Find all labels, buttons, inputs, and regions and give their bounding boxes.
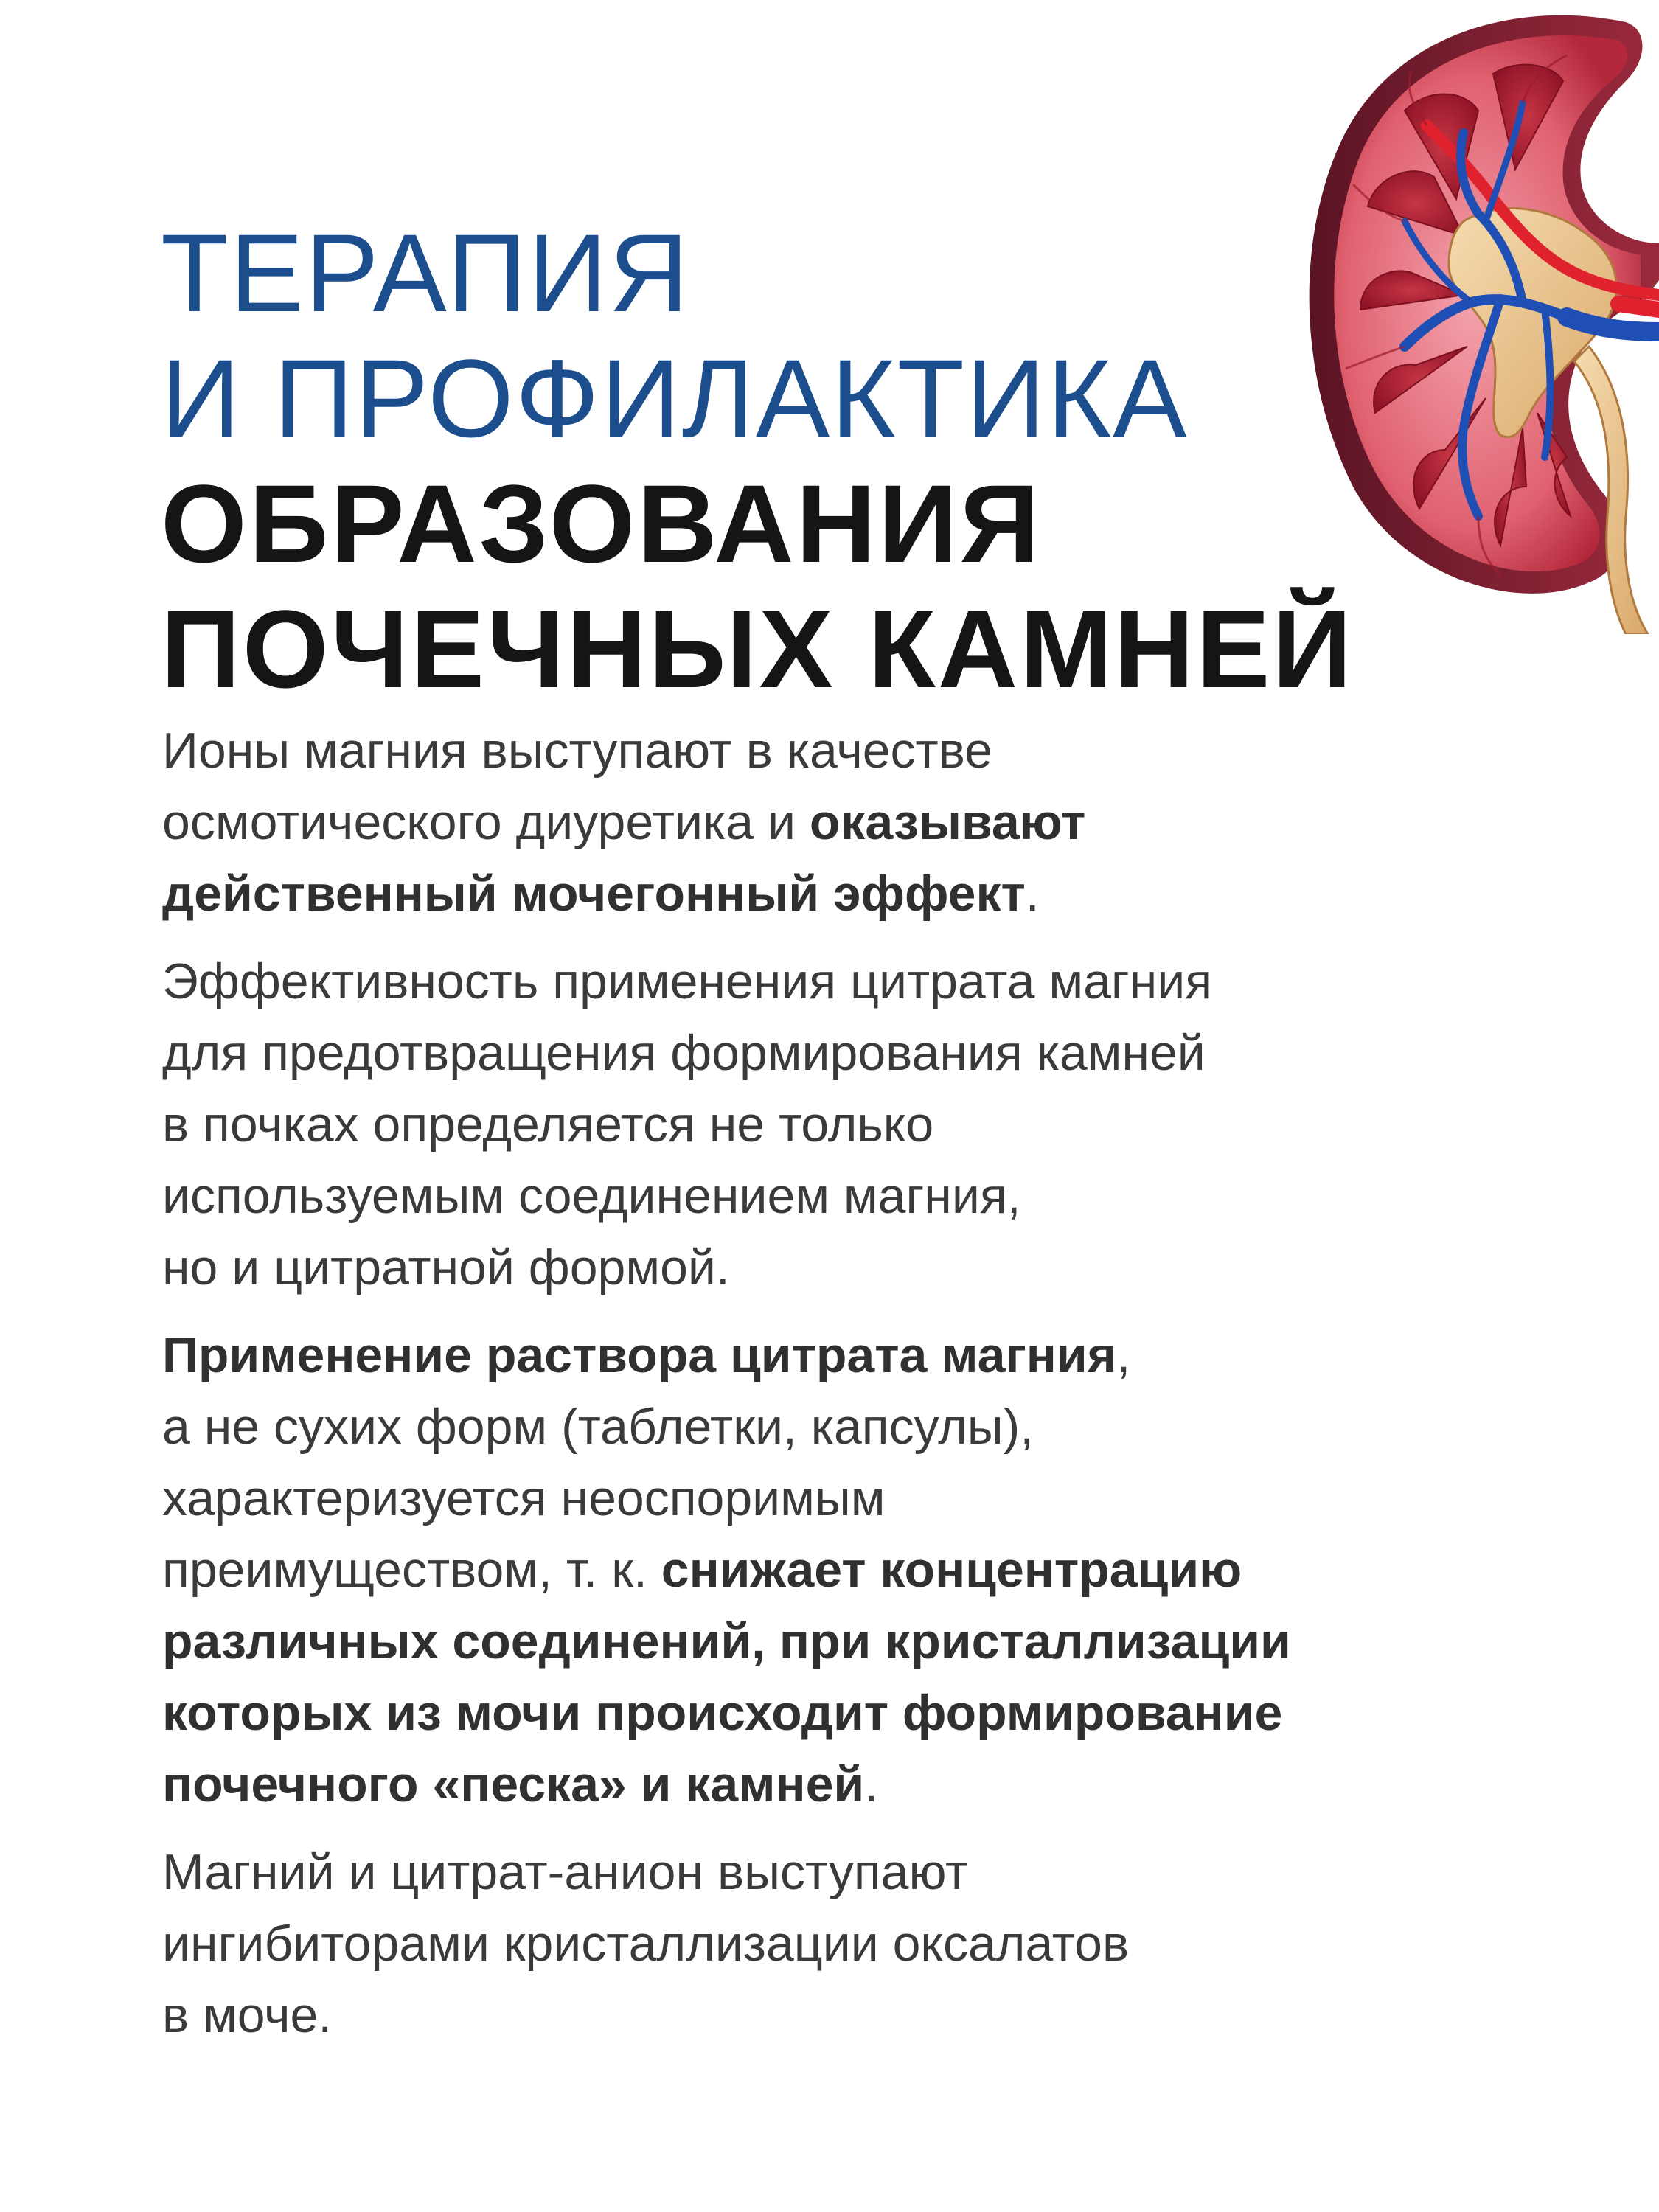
text-line	[162, 1749, 1563, 1820]
bold-text-run: снижает концентрацию	[661, 1542, 1242, 1598]
text-line	[162, 787, 1563, 858]
title-line-4: ПОЧЕЧНЫХ КАМНЕЙ	[161, 587, 1354, 711]
text-line: Магний и цитрат-анион выступают	[162, 1844, 969, 1900]
page-title	[161, 210, 1354, 712]
text-run: .	[864, 1756, 879, 1812]
title-line-3: ОБРАЗОВАНИЯ	[161, 462, 1042, 585]
text-line: в почках определяется не только	[162, 1096, 934, 1152]
text-line: характеризуется неоспоримым	[162, 1470, 886, 1526]
text-line: в моче.	[162, 1987, 333, 2043]
text-line: Ионы магния выступают в качестве	[162, 723, 992, 779]
text-line	[162, 1534, 1563, 1606]
text-line: используемым соединением магния,	[162, 1168, 1021, 1224]
paragraph-diuretic	[162, 715, 1563, 930]
text-line: но и цитратной формой.	[162, 1239, 730, 1295]
paragraph-inhibitors	[162, 1837, 1563, 2051]
text-line: которых из мочи происходит формирование	[162, 1685, 1283, 1741]
text-line: для предотвращения формирования камней	[162, 1025, 1206, 1081]
paragraph-solution-advantage	[162, 1320, 1563, 1820]
title-line-1: ТЕРАПИЯ	[161, 211, 691, 335]
text-line: а не сухих форм (таблетки, капсулы),	[162, 1399, 1034, 1455]
text-line	[162, 858, 1563, 930]
paragraph-efficiency	[162, 946, 1563, 1304]
bold-text-run: Применение раствора цитрата магния	[162, 1327, 1117, 1383]
article-body	[162, 715, 1563, 2067]
text-run: преимуществом, т. к.	[162, 1542, 661, 1598]
bold-text-run: действенный мочегонный эффект	[162, 866, 1026, 922]
text-line: различных соединений, при кристаллизации	[162, 1613, 1291, 1669]
text-line: Эффективность применения цитрата магния	[162, 953, 1213, 1009]
kidney-cross-section-icon	[1279, 0, 1659, 634]
text-run: осмотического диуретика и	[162, 794, 810, 850]
title-line-2: И ПРОФИЛАКТИКА	[161, 336, 1189, 460]
text-run: .	[1025, 866, 1040, 922]
text-line: ингибиторами кристаллизации оксалатов	[162, 1916, 1130, 1972]
text-line	[162, 1320, 1563, 1391]
text-run: ,	[1116, 1327, 1131, 1383]
bold-text-run: оказывают	[809, 794, 1086, 850]
bold-text-run: почечного «песка» и камней	[162, 1756, 865, 1812]
